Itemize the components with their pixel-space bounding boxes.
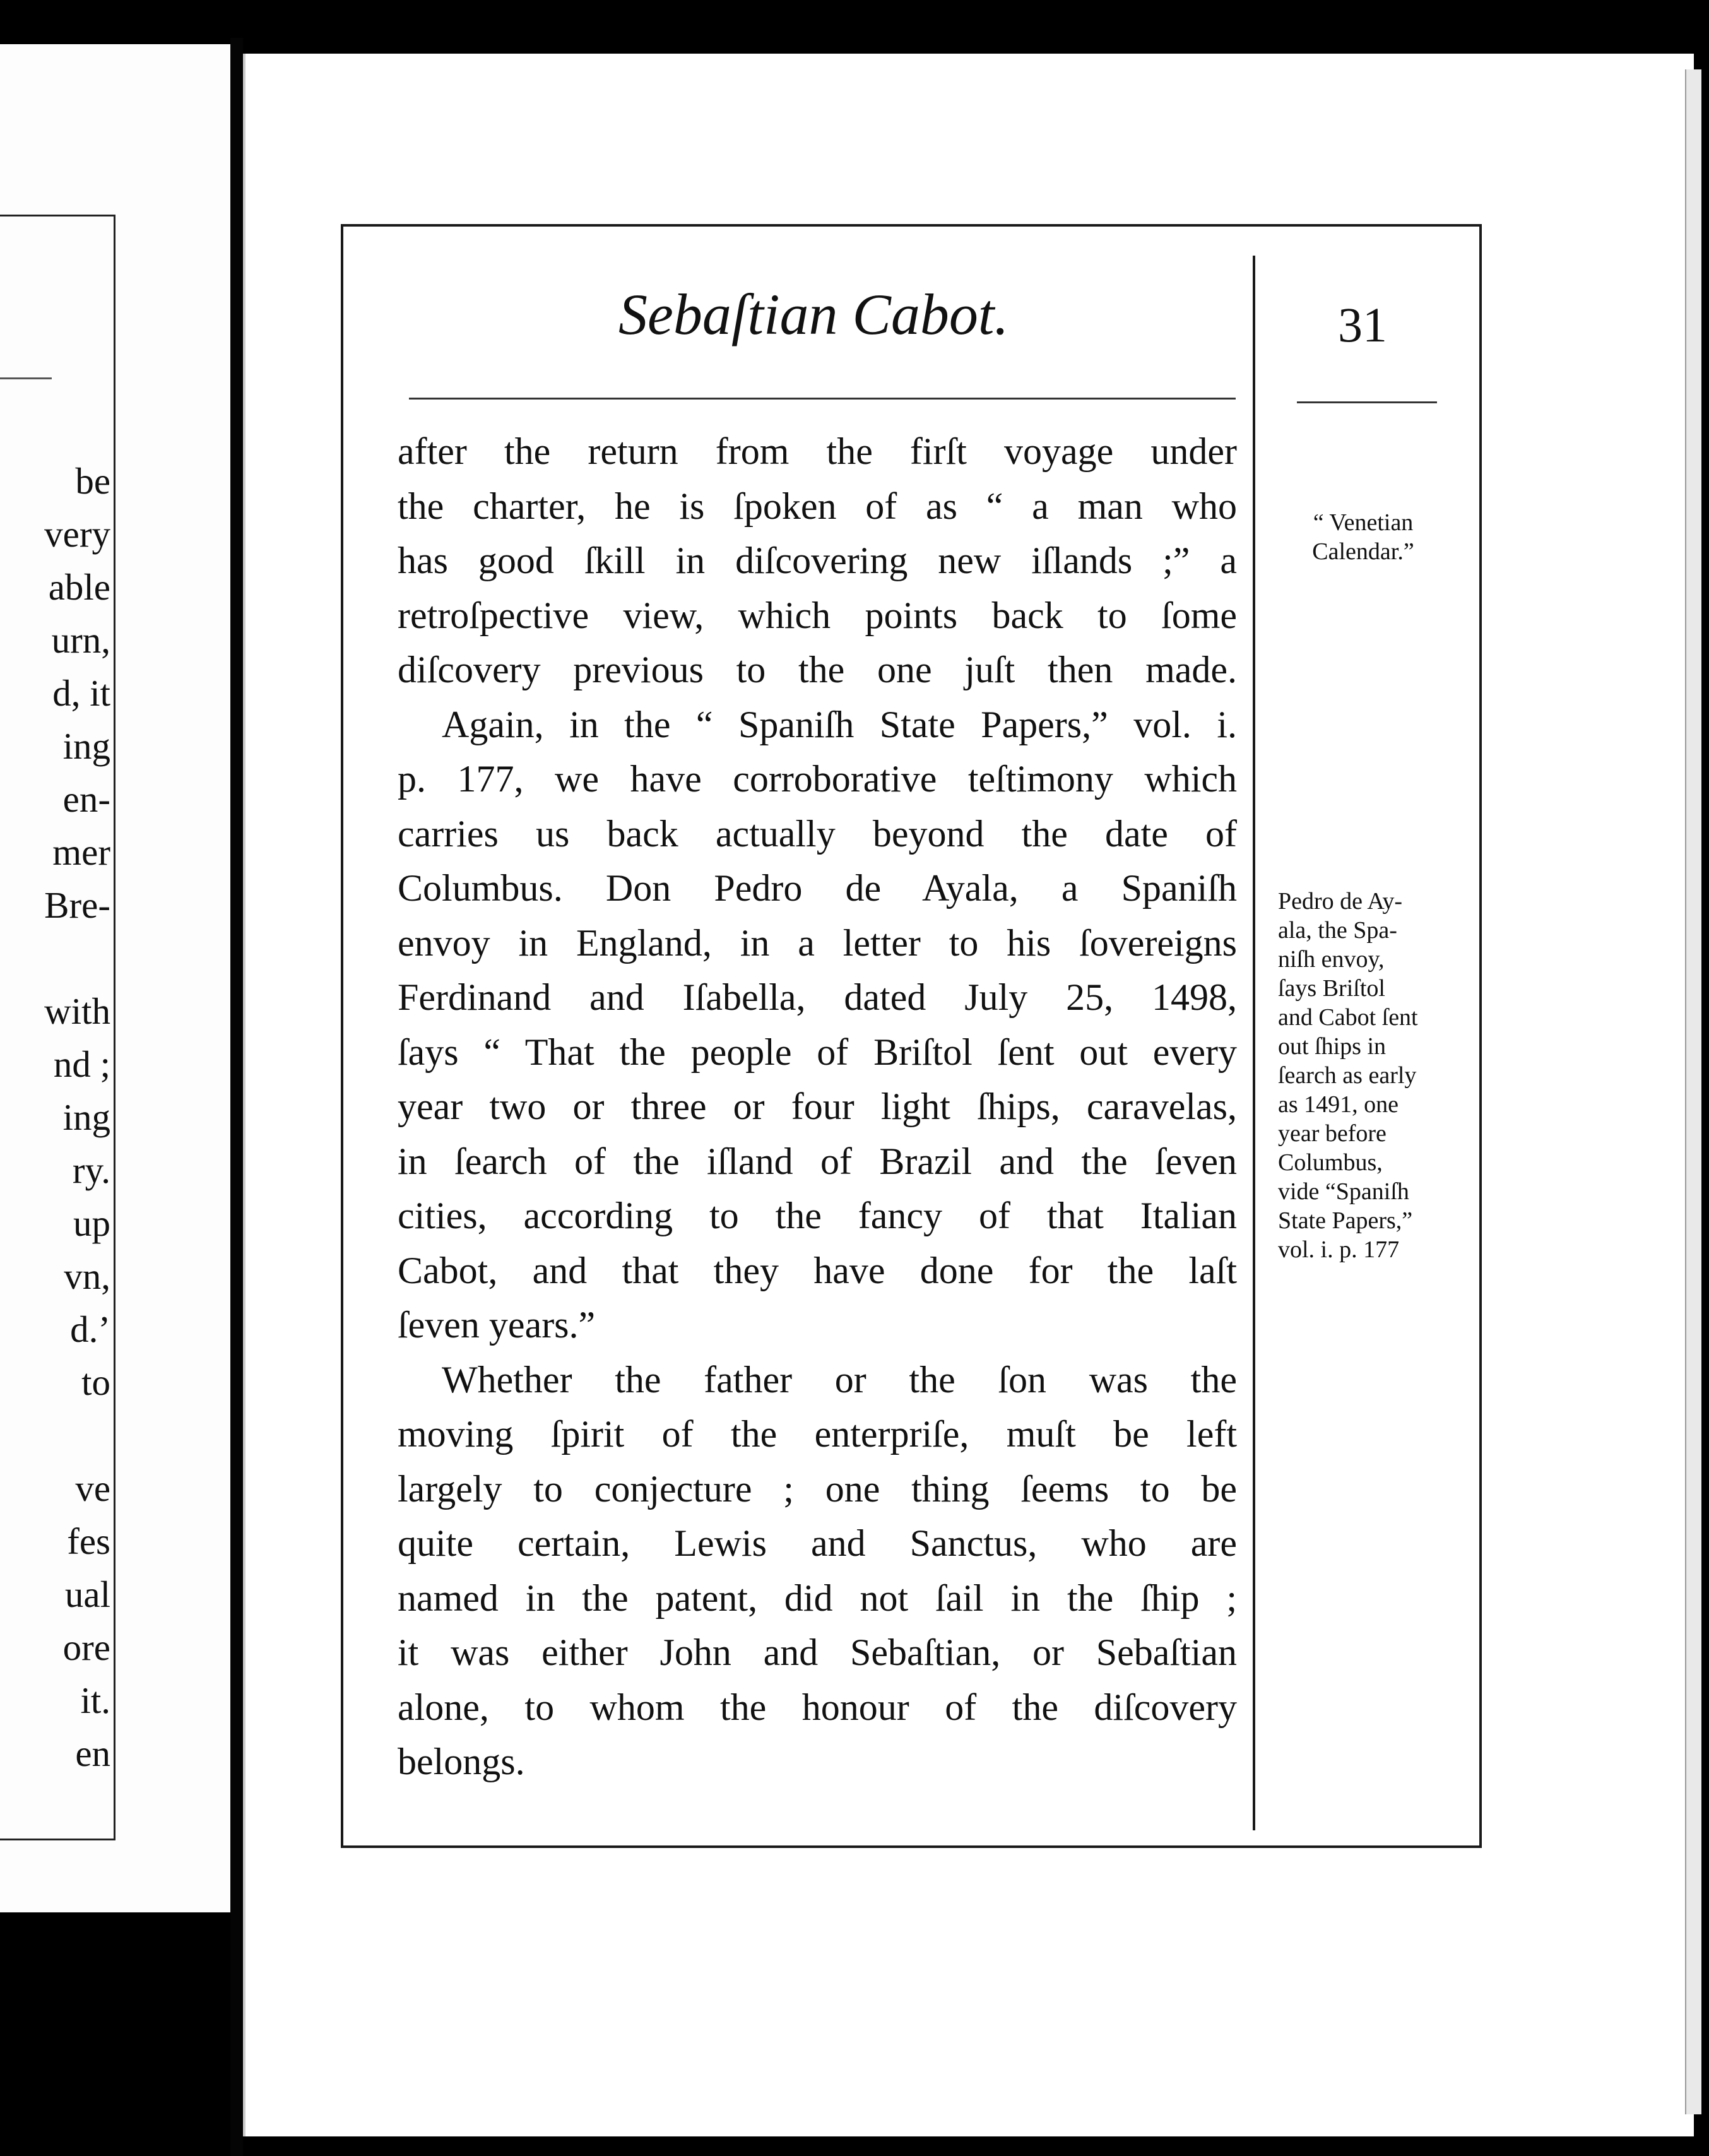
margin-divider <box>1253 256 1255 1830</box>
left-fragment: d, it <box>52 672 110 714</box>
running-head: Sebaſtian Cabot. <box>618 282 1009 346</box>
side-note-line: as 1491, one <box>1278 1091 1399 1118</box>
left-fragment: ing <box>62 1096 110 1138</box>
left-page-text <box>0 454 110 1780</box>
text-line: moving ſpirit of the enterpriſe, muſt be left <box>398 1413 1237 1455</box>
side-note-line: out ſhips in <box>1278 1033 1387 1060</box>
side-note-line: Calendar.” <box>1312 538 1414 565</box>
header-rule <box>409 398 1236 400</box>
text-line: retroſpective view, which points back to ſome <box>398 594 1237 636</box>
left-fragment: able <box>48 566 110 608</box>
text-line: largely to conjecture ; one thing ſeems to be <box>398 1467 1237 1510</box>
left-fragment: en <box>75 1732 110 1774</box>
side-note-line: ala, the Spa- <box>1278 917 1397 944</box>
left-fragment: very <box>44 513 110 555</box>
side-note-line: ſays Briſtol <box>1278 975 1385 1002</box>
text-line: Again, in the “ Spaniſh State Papers,” vol. i. <box>442 703 1237 745</box>
side-note-venetian-calendar <box>1281 508 1445 566</box>
text-line: has good ſkill in diſcovering new iſlands ;” a <box>398 540 1237 581</box>
text-line: ſeven years.” <box>398 1304 596 1346</box>
text-line: in ſearch of the iſland of Brazil and the ſeven <box>398 1140 1237 1182</box>
side-note-line: State Papers,” <box>1278 1207 1413 1234</box>
left-fragment: be <box>75 460 110 502</box>
left-fragment: with <box>44 990 110 1032</box>
body-text <box>398 424 1237 1789</box>
text-line: Columbus. Don Pedro de Ayala, a Spaniſh <box>398 867 1237 909</box>
side-note-pedro-de-ayala <box>1278 887 1448 1264</box>
text-line: p. 177, we have corroborative teſtimony which <box>398 758 1237 800</box>
text-line: the charter, he is ſpoken of as “ a man who <box>398 485 1237 527</box>
left-fragment: ry. <box>72 1149 110 1191</box>
side-note-line: “ Venetian <box>1313 509 1414 536</box>
text-line: carries us back actually beyond the date of <box>398 812 1237 855</box>
side-note-line: vol. i. p. 177 <box>1278 1236 1400 1263</box>
left-fragment: vn, <box>64 1255 110 1297</box>
side-note-line: niſh envoy, <box>1278 946 1385 973</box>
text-line: Whether the father or the ſon was the <box>442 1358 1237 1401</box>
page-number-rule <box>1297 401 1437 403</box>
text-line: quite certain, Lewis and Sanctus, who are <box>398 1522 1237 1564</box>
left-fragment: Bre- <box>44 884 110 926</box>
text-line: named in the patent, did not ſail in the ſhip ; <box>398 1577 1237 1619</box>
side-note-line: ſearch as early <box>1278 1062 1417 1089</box>
left-page-rule <box>0 377 52 379</box>
left-fragment-gap <box>0 932 110 985</box>
left-fragment: nd ; <box>53 1043 110 1085</box>
side-note-line: vide “Spaniſh <box>1278 1178 1409 1205</box>
left-fragment: ing <box>62 725 110 767</box>
text-line: Ferdinand and Iſabella, dated July 25, 1498, <box>398 976 1237 1018</box>
page-number: 31 <box>1338 297 1387 352</box>
left-fragment: ual <box>64 1573 110 1615</box>
left-fragment: to <box>81 1361 110 1403</box>
text-line: envoy in England, in a letter to his ſovereigns <box>398 921 1237 964</box>
text-line: ſays “ That the people of Briſtol ſent out every <box>398 1031 1237 1073</box>
left-fragment: up <box>73 1202 110 1244</box>
side-note-line: Columbus, <box>1278 1149 1383 1176</box>
text-line: after the return from the firſt voyage under <box>398 430 1237 472</box>
left-page <box>0 44 230 1912</box>
text-line: belongs. <box>398 1741 525 1782</box>
side-note-line: year before <box>1278 1120 1387 1147</box>
left-fragment: d.’ <box>70 1308 110 1350</box>
page-edge <box>1685 69 1701 2114</box>
left-fragment: mer <box>52 831 110 873</box>
left-fragment-gap <box>0 1409 110 1462</box>
text-line: diſcovery previous to the one juſt then made. <box>398 649 1237 690</box>
left-fragment: ore <box>62 1626 110 1668</box>
text-line: it was either John and Sebaſtian, or Sebaſtian <box>398 1632 1237 1673</box>
book-spine <box>230 38 243 2156</box>
text-line: year two or three or four light ſhips, caravelas, <box>398 1086 1237 1127</box>
text-line: alone, to whom the honour of the diſcovery <box>398 1686 1237 1728</box>
side-note-line: and Cabot ſent <box>1278 1004 1418 1031</box>
text-line: Cabot, and that they have done for the laſt <box>398 1249 1237 1291</box>
left-fragment: ve <box>75 1467 110 1509</box>
left-fragment: en- <box>62 778 110 820</box>
left-fragment: fes <box>67 1520 110 1562</box>
left-fragment: urn, <box>51 619 110 661</box>
text-line: cities, according to the fancy of that Italian <box>398 1195 1237 1236</box>
side-note-line: Pedro de Ay- <box>1278 888 1403 915</box>
left-fragment: it. <box>80 1679 110 1721</box>
